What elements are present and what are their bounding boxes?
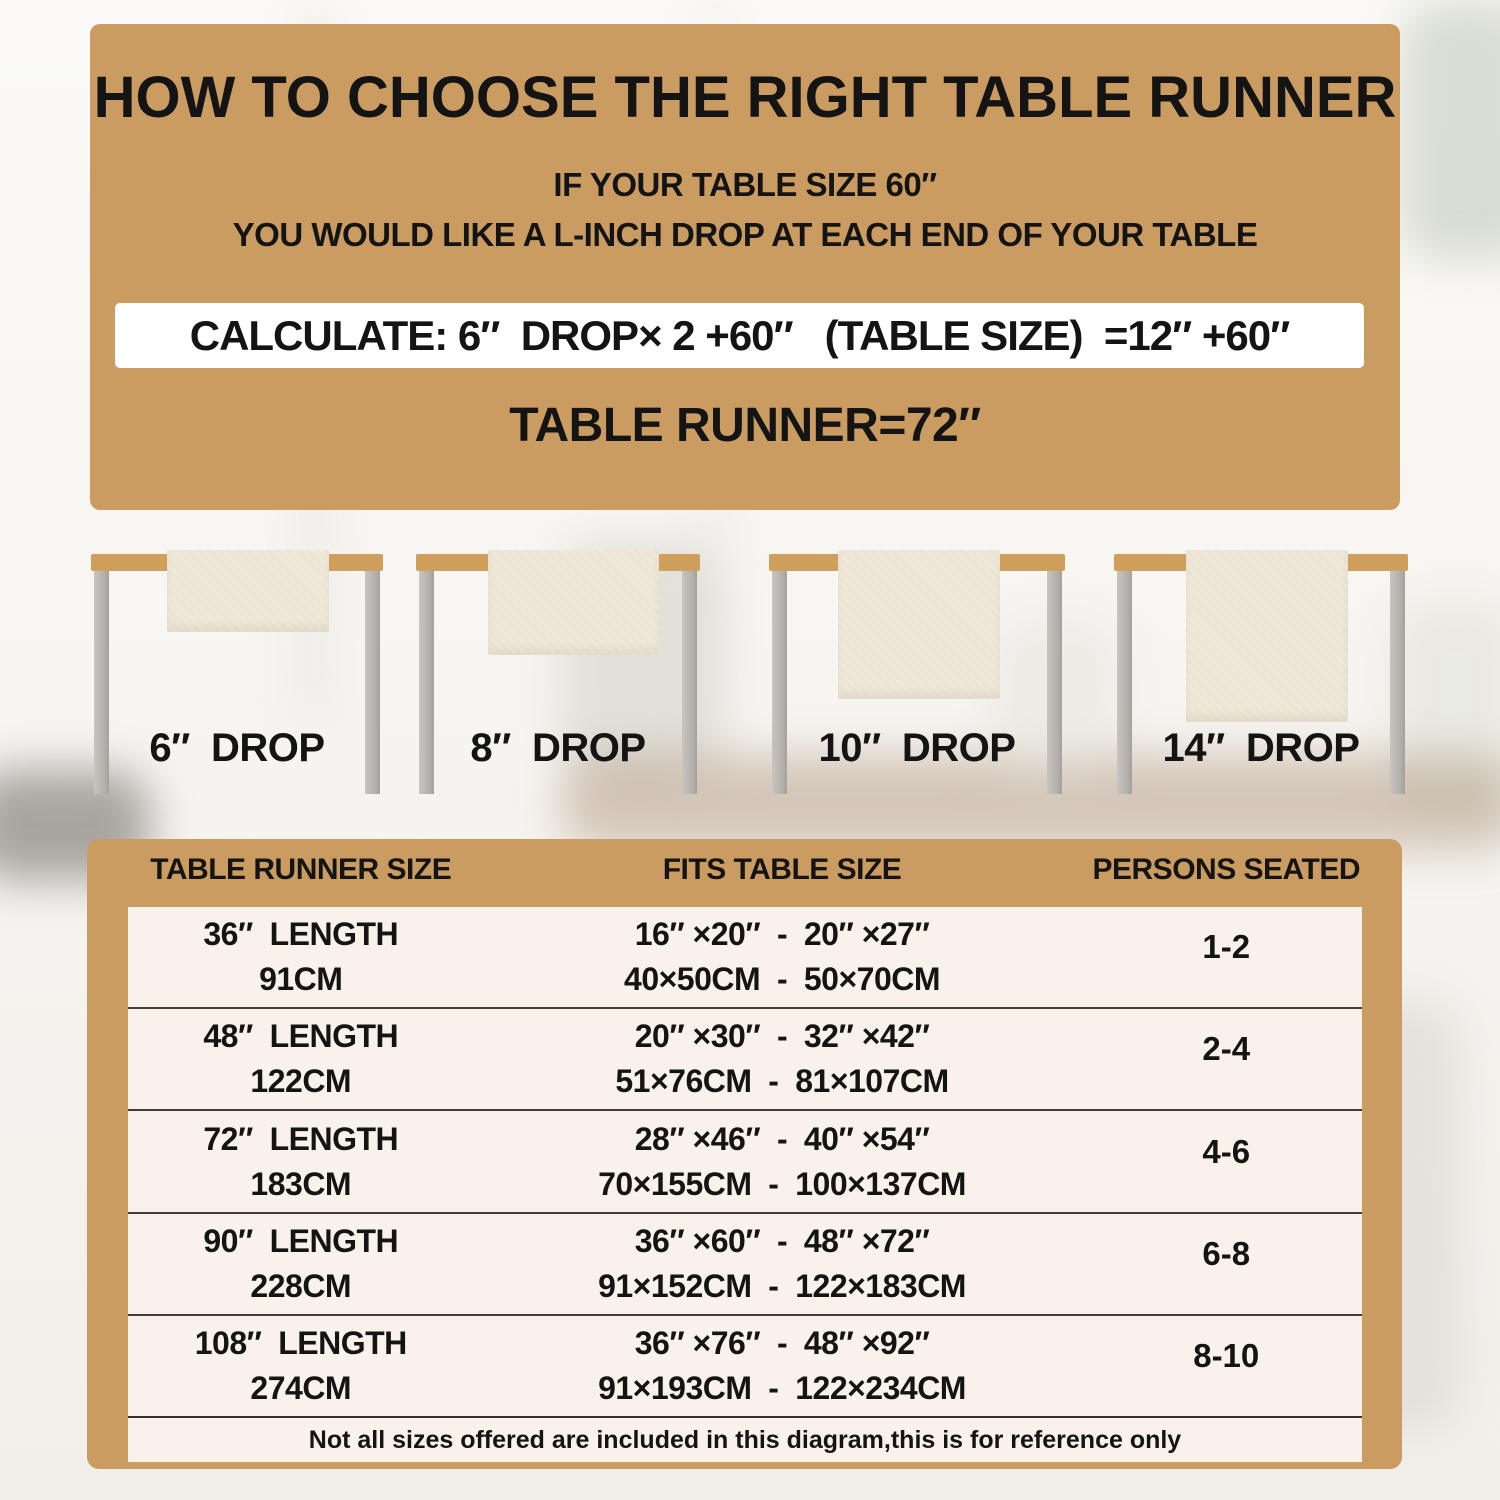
subtitle-line-1: IF YOUR TABLE SIZE 60″ bbox=[553, 166, 937, 203]
bg-plant bbox=[1400, 0, 1500, 260]
size-chart-header bbox=[128, 853, 1362, 887]
runner-cloth bbox=[488, 550, 659, 655]
calculation-formula: CALCULATE: 6″ DROP× 2 +60″ (TABLE SIZE) =12″ +60″ bbox=[189, 311, 1290, 359]
size-chart-row bbox=[128, 1007, 1362, 1109]
footnote: Not all sizes offered are included in this diagram,this is for reference only bbox=[128, 1416, 1362, 1462]
subtitle-line-2: YOU WOULD LIKE A L-INCH DROP AT EACH END OF YOUR TABLE bbox=[232, 216, 1258, 253]
persons-seated-cell: 4-6 bbox=[1202, 1132, 1251, 1170]
runner-size-cell: 72″ LENGTH 183CM bbox=[203, 1120, 399, 1202]
table-figure-8-inch-drop bbox=[416, 550, 700, 800]
persons-seated-cell: 2-4 bbox=[1202, 1030, 1251, 1068]
size-chart-row bbox=[128, 907, 1362, 1007]
header-panel bbox=[90, 24, 1400, 510]
fits-table-size-cell: 20″ ×30″ - 32″ ×42″ 51×76CM - 81×107CM bbox=[615, 1018, 949, 1100]
page-title: HOW TO CHOOSE THE RIGHT TABLE RUNNER bbox=[93, 65, 1397, 130]
column-header-fits-table-size: FITS TABLE SIZE bbox=[662, 853, 902, 886]
persons-seated-cell: 8-10 bbox=[1193, 1336, 1260, 1374]
result-text: TABLE RUNNER=72″ bbox=[509, 399, 981, 452]
size-chart-panel bbox=[87, 839, 1402, 1469]
drop-label: 10″ DROP bbox=[818, 726, 1016, 770]
runner-cloth bbox=[167, 550, 329, 632]
runner-size-cell: 36″ LENGTH 91CM bbox=[203, 916, 399, 998]
size-chart-row bbox=[128, 1314, 1362, 1416]
calculation-bar bbox=[115, 303, 1364, 368]
column-header-runner-size: TABLE RUNNER SIZE bbox=[150, 853, 452, 886]
size-chart-row bbox=[128, 1212, 1362, 1314]
drop-label: 8″ DROP bbox=[470, 726, 646, 770]
runner-size-cell: 108″ LENGTH 274CM bbox=[194, 1324, 407, 1406]
drop-illustrations bbox=[0, 550, 1500, 800]
drop-label: 14″ DROP bbox=[1162, 726, 1360, 770]
runner-size-cell: 90″ LENGTH 228CM bbox=[203, 1222, 399, 1304]
fits-table-size-cell: 16″ ×20″ - 20″ ×27″ 40×50CM - 50×70CM bbox=[624, 916, 941, 998]
table-figure-10-inch-drop bbox=[769, 550, 1065, 800]
size-chart-row bbox=[128, 1109, 1362, 1211]
column-header-persons-seated: PERSONS SEATED bbox=[1092, 853, 1360, 886]
table-figure-6-inch-drop bbox=[91, 550, 383, 800]
drop-label: 6″ DROP bbox=[149, 726, 325, 770]
fits-table-size-cell: 36″ ×60″ - 48″ ×72″ 91×152CM - 122×183CM bbox=[598, 1222, 966, 1304]
size-chart bbox=[128, 907, 1362, 1462]
fits-table-size-cell: 28″ ×46″ - 40″ ×54″ 70×155CM - 100×137CM bbox=[598, 1120, 966, 1202]
persons-seated-cell: 1-2 bbox=[1202, 928, 1251, 966]
fits-table-size-cell: 36″ ×76″ - 48″ ×92″ 91×193CM - 122×234CM bbox=[598, 1324, 966, 1406]
runner-cloth bbox=[1186, 550, 1348, 722]
runner-cloth bbox=[838, 550, 1000, 699]
runner-size-cell: 48″ LENGTH 122CM bbox=[203, 1018, 399, 1100]
persons-seated-cell: 6-8 bbox=[1202, 1234, 1251, 1272]
table-figure-14-inch-drop bbox=[1114, 550, 1408, 800]
